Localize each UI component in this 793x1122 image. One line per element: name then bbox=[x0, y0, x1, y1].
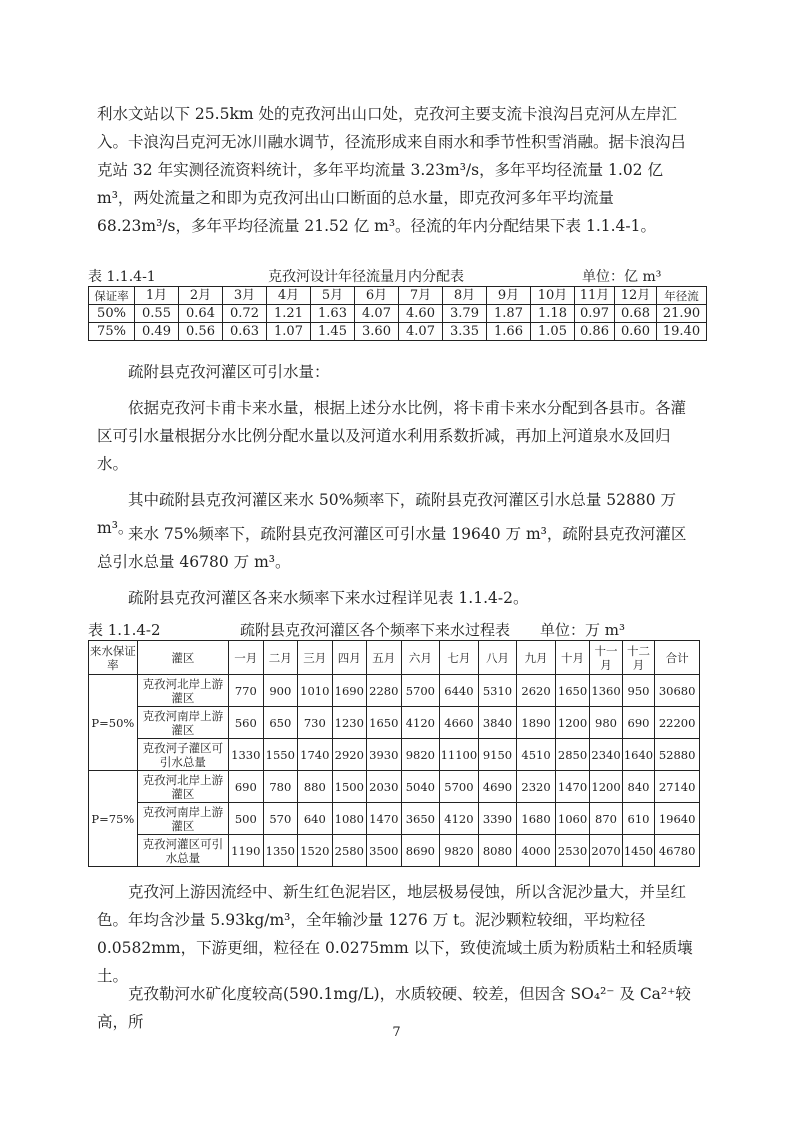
table-cell: 2320 bbox=[517, 771, 556, 803]
paragraph-mineralization: 克孜勒河水矿化度较高(590.1mg/L)，水质较硬、较差，但因含 SO₄²⁻ 及 Ca²⁺较高，所 bbox=[97, 985, 691, 1031]
table-cell: 52880 bbox=[655, 739, 700, 771]
table1-id: 表 1.1.4-1 bbox=[88, 269, 156, 285]
table-cell: 870 bbox=[590, 803, 622, 835]
table-cell: 27140 bbox=[655, 771, 700, 803]
table2-header: 十一月 bbox=[590, 641, 622, 675]
table-cell: 1080 bbox=[332, 803, 367, 835]
table-cell: 610 bbox=[622, 803, 654, 835]
table2-header: 灌区 bbox=[137, 641, 228, 675]
table-cell: 30680 bbox=[655, 675, 700, 707]
table-cell: 克孜河灌区可引水总量 bbox=[137, 835, 228, 867]
table-cell: 2340 bbox=[590, 739, 622, 771]
table2 bbox=[88, 640, 700, 867]
page-number: 7 bbox=[392, 1025, 401, 1040]
table-cell: 3.79 bbox=[443, 305, 487, 323]
table1-header: 保证率 bbox=[89, 287, 135, 305]
table-cell: 5040 bbox=[401, 771, 440, 803]
table-cell: 1550 bbox=[263, 739, 298, 771]
table-cell: 1450 bbox=[622, 835, 654, 867]
table-cell: 75% bbox=[89, 323, 135, 341]
table-cell: 11100 bbox=[440, 739, 479, 771]
table-cell: 46780 bbox=[655, 835, 700, 867]
table2-header: 七月 bbox=[440, 641, 479, 675]
table-cell: 650 bbox=[263, 707, 298, 739]
table-row bbox=[89, 707, 700, 739]
paragraph-75pct: 来水 75%频率下，疏附县克孜河灌区可引水量 19640 万 m³，疏附县克孜河灌区总引水总量 46780 万 m³。 bbox=[97, 525, 687, 571]
table-cell: 1.45 bbox=[311, 323, 355, 341]
table-cell: 3.60 bbox=[355, 323, 399, 341]
table-cell: 4660 bbox=[440, 707, 479, 739]
table-cell: 2920 bbox=[332, 739, 367, 771]
table-cell: 克孜河北岸上游灌区 bbox=[137, 675, 228, 707]
table2-header: 四月 bbox=[332, 641, 367, 675]
table-cell: 1200 bbox=[590, 771, 622, 803]
table-cell: 0.72 bbox=[223, 305, 267, 323]
table-cell: 2070 bbox=[590, 835, 622, 867]
table-cell: 1190 bbox=[229, 835, 264, 867]
table-cell: 1.87 bbox=[487, 305, 531, 323]
frequency-cell: P=50% bbox=[89, 675, 138, 771]
paragraph-table-ref: 疏附县克孜河灌区各来水频率下来水过程详见表 1.1.4-2。 bbox=[128, 589, 529, 607]
table2-title: 疏附县克孜河灌区各个频率下来水过程表 bbox=[240, 621, 511, 639]
table-cell: 770 bbox=[229, 675, 264, 707]
table-cell: 克孜河子灌区可引水总量 bbox=[137, 739, 228, 771]
table2-unit: 单位：万 m³ bbox=[540, 621, 626, 639]
table-cell: 780 bbox=[263, 771, 298, 803]
table-cell: 5700 bbox=[401, 675, 440, 707]
table-cell: 0.56 bbox=[179, 323, 223, 341]
table-cell: 1650 bbox=[555, 675, 590, 707]
table-row bbox=[89, 323, 707, 341]
table-cell: 1.18 bbox=[531, 305, 575, 323]
table-cell: 4120 bbox=[401, 707, 440, 739]
table1-header-row bbox=[89, 287, 707, 305]
table-cell: 1360 bbox=[590, 675, 622, 707]
table-row bbox=[89, 675, 700, 707]
table1-unit: 单位：亿 m³ bbox=[582, 269, 662, 285]
table-cell: 9820 bbox=[440, 835, 479, 867]
table-cell: 1500 bbox=[332, 771, 367, 803]
table-cell: 900 bbox=[263, 675, 298, 707]
table-cell: 1060 bbox=[555, 803, 590, 835]
table-cell: 5700 bbox=[440, 771, 479, 803]
table1-header: 10月 bbox=[531, 287, 575, 305]
table-cell: 1680 bbox=[517, 803, 556, 835]
table-cell: 8080 bbox=[478, 835, 517, 867]
table-cell: 3930 bbox=[367, 739, 402, 771]
table-cell: 21.90 bbox=[657, 305, 707, 323]
table-cell: 0.49 bbox=[135, 323, 179, 341]
table-cell: 6440 bbox=[440, 675, 479, 707]
table1-header: 8月 bbox=[443, 287, 487, 305]
table-cell: 3840 bbox=[478, 707, 517, 739]
table-row bbox=[89, 835, 700, 867]
table1-title: 克孜河设计年径流量月内分配表 bbox=[268, 269, 464, 285]
table-cell: 690 bbox=[229, 771, 264, 803]
table-cell: 730 bbox=[298, 707, 333, 739]
table-cell: 1520 bbox=[298, 835, 333, 867]
table-cell: 4.07 bbox=[399, 323, 443, 341]
table-cell: 0.97 bbox=[575, 305, 615, 323]
table-cell: 2280 bbox=[367, 675, 402, 707]
table1 bbox=[88, 286, 707, 341]
paragraph-runoff: 利水文站以下 25.5km 处的克孜河出山口处，克孜河主要支流卡浪沟吕克河从左岸汇入。卡浪沟吕克河无冰川融水调节，径流形成来自雨水和季节性积雪消融。据卡浪沟吕克站 32 年实测径流资料统计，多年平均流量 3.23m³/s，多年平均径流量 1.02 亿 m³，两处流量之和即为克孜河出山口断面的总水量，即克孜河多年平均流量 68.23m³/s，多年平均径流量 21.52 亿 m³。径流的年内分配结果下表 1.1.4-1。 bbox=[97, 105, 687, 235]
table-cell: 1890 bbox=[517, 707, 556, 739]
table-cell: 3650 bbox=[401, 803, 440, 835]
table-cell: 2620 bbox=[517, 675, 556, 707]
table-cell: 1470 bbox=[555, 771, 590, 803]
paragraph-method: 依据克孜河卡甫卡来水量，根据上述分水比例，将卡甫卡来水分配到各县市。各灌区可引水量根据分水比例分配水量以及河道水利用系数折减，再加上河道泉水及回归水。 bbox=[97, 399, 687, 473]
frequency-cell: P=75% bbox=[89, 771, 138, 867]
table2-id: 表 1.1.4-2 bbox=[88, 621, 161, 639]
table-cell: 1.66 bbox=[487, 323, 531, 341]
table-cell: 8690 bbox=[401, 835, 440, 867]
table-cell: 1350 bbox=[263, 835, 298, 867]
table2-header: 九月 bbox=[517, 641, 556, 675]
table-cell: 2580 bbox=[332, 835, 367, 867]
table-cell: 9820 bbox=[401, 739, 440, 771]
table-cell: 950 bbox=[622, 675, 654, 707]
table-cell: 3390 bbox=[478, 803, 517, 835]
table2-header: 三月 bbox=[298, 641, 333, 675]
table-cell: 1230 bbox=[332, 707, 367, 739]
table-cell: 1200 bbox=[555, 707, 590, 739]
table-cell: 克孜河南岸上游灌区 bbox=[137, 707, 228, 739]
table2-header: 合计 bbox=[655, 641, 700, 675]
table-cell: 2030 bbox=[367, 771, 402, 803]
table-cell: 570 bbox=[263, 803, 298, 835]
table-cell: 690 bbox=[622, 707, 654, 739]
table-cell: 3.35 bbox=[443, 323, 487, 341]
paragraph-sediment: 克孜河上游因流经中、新生红色泥岩区，地层极易侵蚀，所以含泥沙量大，并呈红色。年均含沙量 5.93kg/m³，全年输沙量 1276 万 t。泥沙颗粒较细，平均粒径 0.0582mm，下游更细，粒径在 0.0275mm 以下，致使流域土质为粉质粘土和轻质壤土。 bbox=[97, 883, 693, 985]
table-row bbox=[89, 803, 700, 835]
table-cell: 22200 bbox=[655, 707, 700, 739]
table-cell: 2530 bbox=[555, 835, 590, 867]
table-cell: 1740 bbox=[298, 739, 333, 771]
table1-header: 9月 bbox=[487, 287, 531, 305]
table-cell: 1010 bbox=[298, 675, 333, 707]
table-cell: 1.07 bbox=[267, 323, 311, 341]
table-cell: 0.63 bbox=[223, 323, 267, 341]
table-cell: 0.64 bbox=[179, 305, 223, 323]
table1-header: 12月 bbox=[615, 287, 657, 305]
table-cell: 1.21 bbox=[267, 305, 311, 323]
table-cell: 50% bbox=[89, 305, 135, 323]
table1-header: 4月 bbox=[267, 287, 311, 305]
table-row bbox=[89, 771, 700, 803]
table2-header-row bbox=[89, 641, 700, 675]
table-cell: 880 bbox=[298, 771, 333, 803]
table-cell: 5310 bbox=[478, 675, 517, 707]
table1-header: 11月 bbox=[575, 287, 615, 305]
table-cell: 0.55 bbox=[135, 305, 179, 323]
table-cell: 560 bbox=[229, 707, 264, 739]
table-cell: 4510 bbox=[517, 739, 556, 771]
table-cell: 1330 bbox=[229, 739, 264, 771]
table-cell: 1.05 bbox=[531, 323, 575, 341]
table2-header: 十月 bbox=[555, 641, 590, 675]
table-cell: 9150 bbox=[478, 739, 517, 771]
table2-header: 一月 bbox=[229, 641, 264, 675]
table2-header: 八月 bbox=[478, 641, 517, 675]
table-cell: 840 bbox=[622, 771, 654, 803]
paragraph-heading: 疏附县克孜河灌区可引水量： bbox=[128, 363, 330, 381]
table-cell: 4.60 bbox=[399, 305, 443, 323]
table-cell: 克孜河南岸上游灌区 bbox=[137, 803, 228, 835]
table2-header: 五月 bbox=[367, 641, 402, 675]
table-cell: 19.40 bbox=[657, 323, 707, 341]
table-cell: 4.07 bbox=[355, 305, 399, 323]
table-cell: 克孜河北岸上游灌区 bbox=[137, 771, 228, 803]
table-cell: 1690 bbox=[332, 675, 367, 707]
table-cell: 4120 bbox=[440, 803, 479, 835]
paragraph-50pct: 其中疏附县克孜河灌区来水 50%频率下，疏附县克孜河灌区引水总量 52880 万 m³。 bbox=[97, 491, 677, 537]
table-cell: 0.68 bbox=[615, 305, 657, 323]
table-cell: 980 bbox=[590, 707, 622, 739]
table1-header: 年径流 bbox=[657, 287, 707, 305]
table-cell: 640 bbox=[298, 803, 333, 835]
table-cell: 1.63 bbox=[311, 305, 355, 323]
table-cell: 1650 bbox=[367, 707, 402, 739]
table-cell: 0.86 bbox=[575, 323, 615, 341]
table1-header: 3月 bbox=[223, 287, 267, 305]
table1-header: 1月 bbox=[135, 287, 179, 305]
table2-header: 十二月 bbox=[622, 641, 654, 675]
table-cell: 2850 bbox=[555, 739, 590, 771]
table2-header: 二月 bbox=[263, 641, 298, 675]
table-cell: 1640 bbox=[622, 739, 654, 771]
table-cell: 1470 bbox=[367, 803, 402, 835]
table2-header: 六月 bbox=[401, 641, 440, 675]
table-row bbox=[89, 305, 707, 323]
table-cell: 3500 bbox=[367, 835, 402, 867]
table-cell: 500 bbox=[229, 803, 264, 835]
table-cell: 4000 bbox=[517, 835, 556, 867]
table1-header: 6月 bbox=[355, 287, 399, 305]
table-cell: 4690 bbox=[478, 771, 517, 803]
table1-header: 2月 bbox=[179, 287, 223, 305]
table1-header: 7月 bbox=[399, 287, 443, 305]
table-row bbox=[89, 739, 700, 771]
table2-header: 来水保证率 bbox=[89, 641, 138, 675]
table-cell: 19640 bbox=[655, 803, 700, 835]
table-cell: 0.60 bbox=[615, 323, 657, 341]
table1-header: 5月 bbox=[311, 287, 355, 305]
